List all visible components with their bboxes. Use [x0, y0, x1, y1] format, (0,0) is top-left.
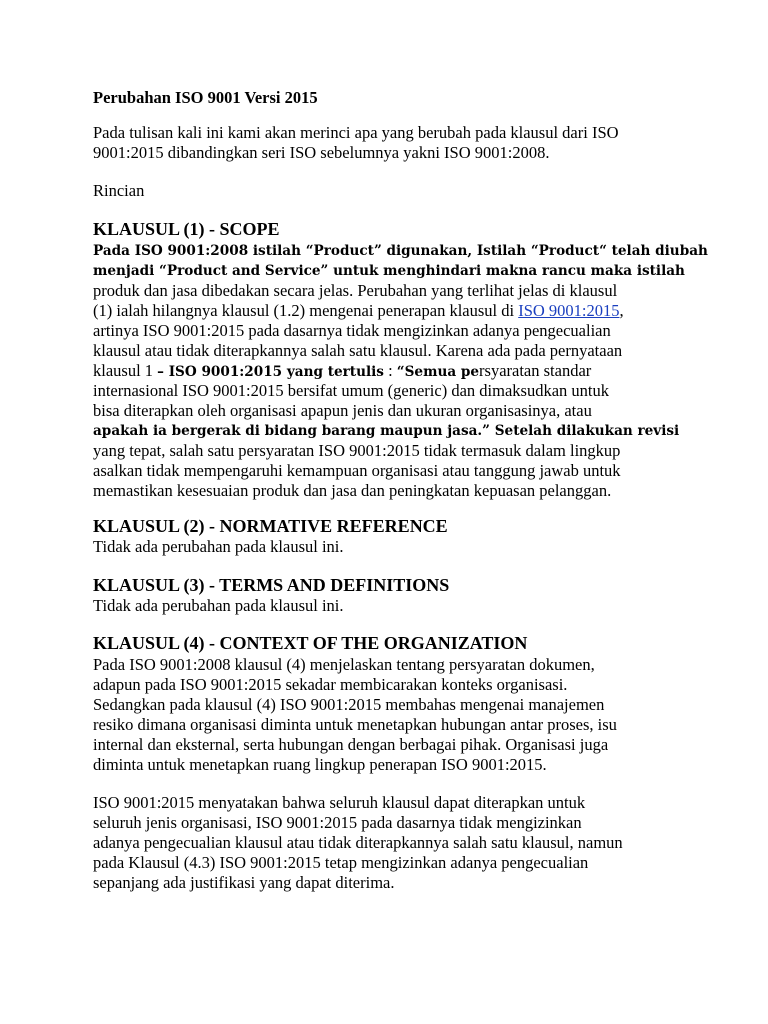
klausul-1-line-7-c: :: [383, 361, 397, 380]
intro-line-2: 9001:2015 dibandingkan seri ISO sebelumnya yakni ISO 9001:2008.: [93, 143, 550, 162]
klausul-1-line-7-b: – ISO 9001:2015 yang tertulis: [157, 364, 384, 380]
klausul-1-line-10-a: apakah ia bergerak di bidang barang maupun jasa.: [93, 423, 483, 439]
klausul-1-line-4-comma: ,: [619, 301, 624, 320]
klausul-1-heading: KLAUSUL (1) - SCOPE: [93, 219, 280, 239]
klausul-4-p1-line-1: Pada ISO 9001:2008 klausul (4) menjelaskan tentang persyaratan dokumen,: [93, 655, 595, 674]
klausul-1-line-7-d: “Semua pe: [396, 364, 480, 380]
klausul-1-line-1: Pada ISO 9001:2008 istilah “Product” digunakan, Istilah “Product“ telah diubah: [93, 243, 708, 259]
klausul-1-line-7-a: klausul 1: [93, 361, 158, 380]
klausul-4-p2-line-4: pada Klausul (4.3) ISO 9001:2015 tetap mengizinkan adanya pengecualian: [93, 853, 589, 872]
klausul-4-p1-line-6: diminta untuk menetapkan ruang lingkup penerapan ISO 9001:2015.: [93, 755, 547, 774]
klausul-1-line-10-b: ” Setelah dilakukan revisi: [482, 423, 680, 439]
klausul-2-text: Tidak ada perubahan pada klausul ini.: [93, 537, 344, 556]
intro-line-1: Pada tulisan kali ini kami akan merinci apa yang berubah pada klausul dari ISO: [93, 123, 619, 142]
klausul-1-line-13: memastikan kesesuaian produk dan jasa dan peningkatan kepuasan pelanggan.: [93, 481, 612, 500]
klausul-4-p2-line-5: sepanjang ada justifikasi yang dapat diterima.: [93, 873, 395, 892]
klausul-1-line-9: bisa diterapkan oleh organisasi apapun jenis dan ukuran organisasinya, atau: [93, 401, 592, 420]
klausul-4-p2-line-2: seluruh jenis organisasi, ISO 9001:2015 pada dasarnya tidak mengizinkan: [93, 813, 582, 832]
klausul-3-text: Tidak ada perubahan pada klausul ini.: [93, 596, 344, 615]
rincian-label: Rincian: [93, 181, 145, 200]
klausul-1-line-2: menjadi “Product and Service” untuk menghindari makna rancu maka istilah: [93, 263, 685, 279]
klausul-4-p1-line-3: Sedangkan pada klausul (4) ISO 9001:2015 membahas mengenai manajemen: [93, 695, 605, 714]
klausul-1-line-3: produk dan jasa dibedakan secara jelas. Perubahan yang terlihat jelas di klausul: [93, 281, 618, 300]
klausul-2-heading: KLAUSUL (2) - NORMATIVE REFERENCE: [93, 516, 448, 536]
klausul-4-p2-line-3: adanya pengecualian klausul atau tidak diterapkannya salah satu klausul, namun: [93, 833, 623, 852]
klausul-1-line-6: klausul atau tidak diterapkannya salah satu klausul. Karena ada pada pernyataan: [93, 341, 623, 360]
document-title: Perubahan ISO 9001 Versi 2015: [93, 88, 318, 107]
iso-9001-2015-link[interactable]: ISO 9001:2015: [518, 301, 620, 320]
klausul-1-line-11: yang tepat, salah satu persyaratan ISO 9001:2015 tidak termasuk dalam lingkup: [93, 441, 621, 460]
klausul-1-line-7: [93, 361, 591, 382]
klausul-1-line-4: [93, 301, 624, 321]
klausul-4-p1-line-5: internal dan eksternal, serta hubungan dengan berbagai pihak. Organisasi juga: [93, 735, 609, 754]
klausul-1-line-5: artinya ISO 9001:2015 pada dasarnya tidak mengizinkan adanya pengecualian: [93, 321, 611, 340]
klausul-4-p2-line-1: ISO 9001:2015 menyatakan bahwa seluruh klausul dapat diterapkan untuk: [93, 793, 586, 812]
klausul-1-line-10: [93, 421, 679, 441]
klausul-1-line-8: internasional ISO 9001:2015 bersifat umum (generic) dan dimaksudkan untuk: [93, 381, 609, 400]
klausul-1-line-7-e: rsyaratan standar: [479, 361, 592, 380]
klausul-1-line-12: asalkan tidak mempengaruhi kemampuan organisasi atau tanggung jawab untuk: [93, 461, 621, 480]
klausul-4-p1-line-2: adapun pada ISO 9001:2015 sekadar membicarakan konteks organisasi.: [93, 675, 568, 694]
klausul-1-line-4-text: (1) ialah hilangnya klausul (1.2) mengenai penerapan klausul di: [93, 301, 519, 320]
klausul-4-p1-line-4: resiko dimana organisasi diminta untuk menetapkan hubungan antar proses, isu: [93, 715, 617, 734]
klausul-4-heading: KLAUSUL (4) - CONTEXT OF THE ORGANIZATION: [93, 633, 528, 653]
klausul-3-heading: KLAUSUL (3) - TERMS AND DEFINITIONS: [93, 575, 450, 595]
